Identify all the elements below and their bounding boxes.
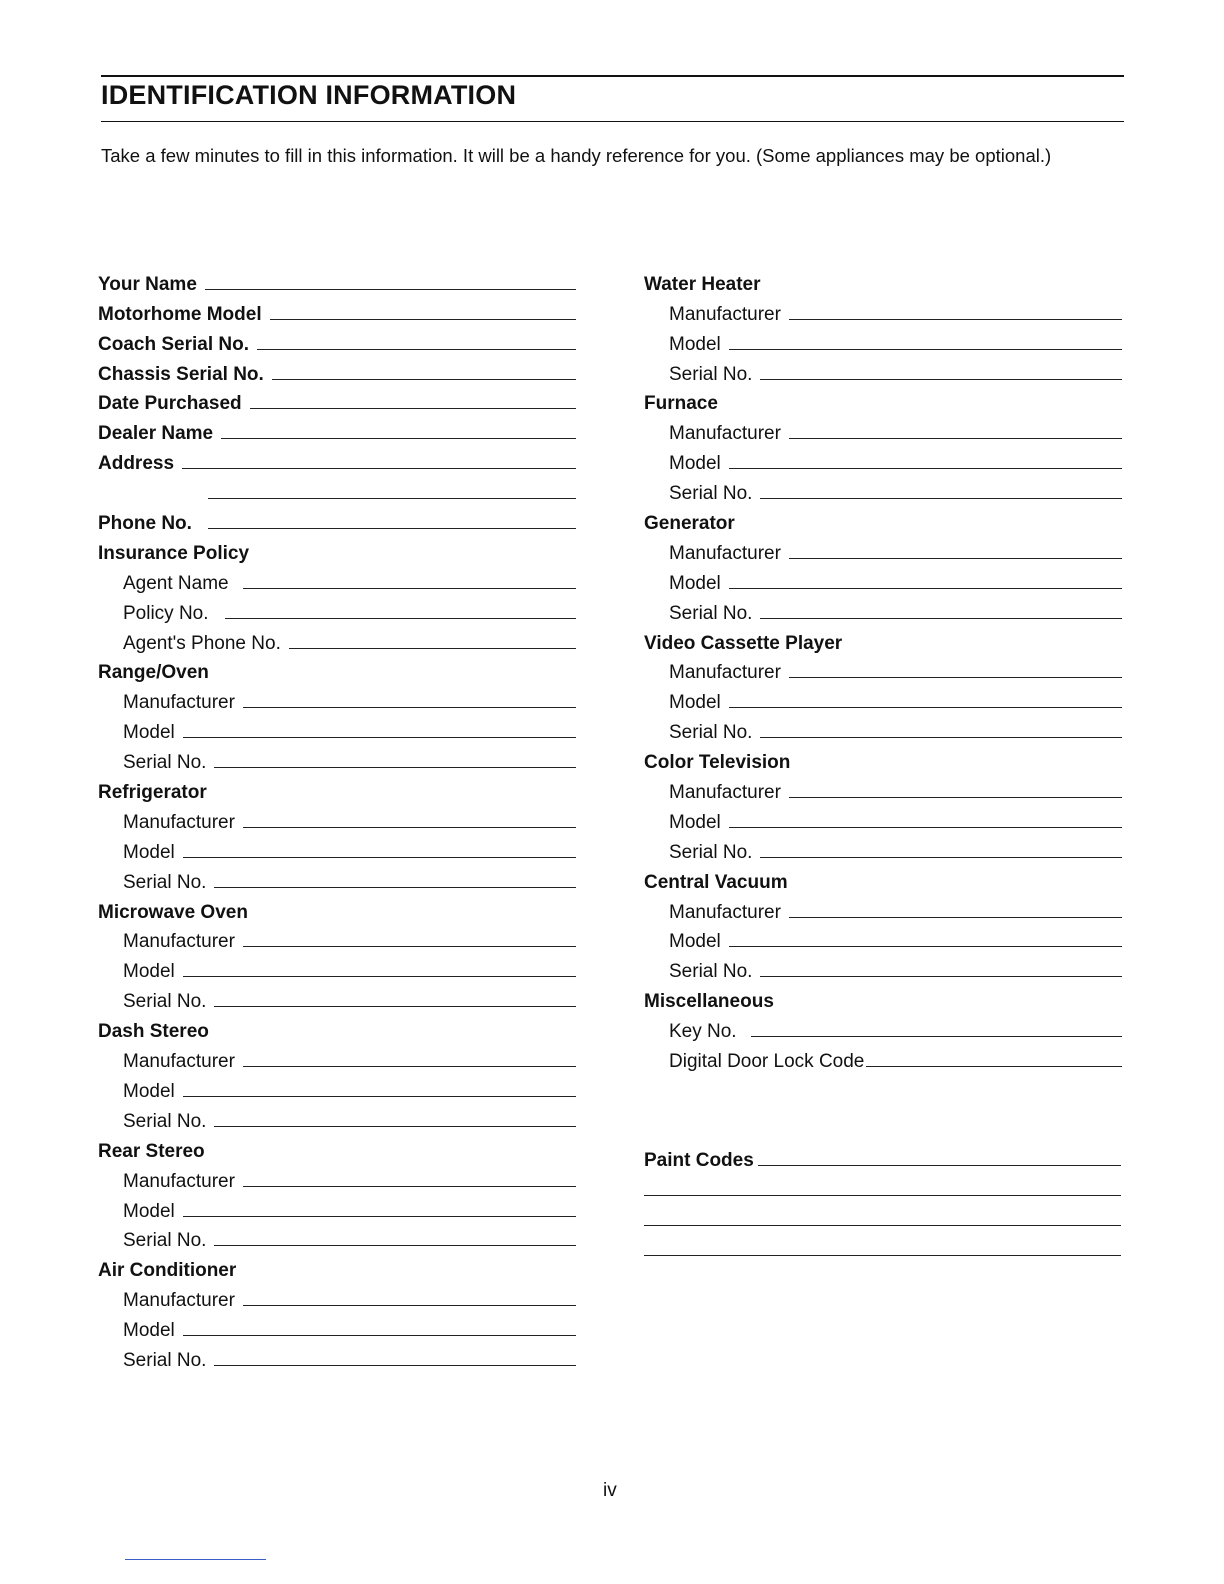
field-model[interactable]: Model	[644, 804, 1122, 834]
field-serial[interactable]: Serial No.	[644, 356, 1122, 386]
field-key-no[interactable]: Key No.	[644, 1013, 1122, 1043]
field-chassis-serial[interactable]: Chassis Serial No.	[98, 356, 576, 386]
field-serial[interactable]: Serial No.	[98, 1342, 576, 1372]
field-manufacturer[interactable]: Manufacturer	[644, 535, 1122, 565]
field-agent-name[interactable]: Agent Name	[98, 565, 576, 595]
field-model[interactable]: Model	[98, 953, 576, 983]
intro-text: Take a few minutes to fill in this information. It will be a handy reference for you. (Some appliances may be optional.)	[101, 145, 1052, 166]
page-number: iv	[603, 1480, 617, 1501]
section-furnace: Furnace	[644, 393, 718, 415]
section-video-cassette-player: Video Cassette Player	[644, 632, 843, 654]
paint-codes-line[interactable]	[644, 1172, 1121, 1202]
field-serial[interactable]: Serial No.	[644, 953, 1122, 983]
field-manufacturer[interactable]: Manufacturer	[98, 1043, 576, 1073]
field-serial[interactable]: Serial No.	[98, 1223, 576, 1253]
top-rule	[101, 75, 1124, 77]
paint-codes-line[interactable]	[644, 1232, 1121, 1262]
your-name-line[interactable]	[205, 289, 576, 290]
field-agent-phone[interactable]: Agent's Phone No.	[98, 625, 576, 655]
section-dash-stereo: Dash Stereo	[98, 1021, 209, 1043]
field-manufacturer[interactable]: Manufacturer	[644, 655, 1122, 685]
right-column	[644, 266, 1122, 1073]
field-model[interactable]: Model	[644, 924, 1122, 954]
field-model[interactable]: Model	[644, 565, 1122, 595]
field-model[interactable]: Model	[98, 1312, 576, 1342]
field-manufacturer[interactable]: Manufacturer	[98, 924, 576, 954]
field-model[interactable]: Model	[98, 1073, 576, 1103]
field-serial[interactable]: Serial No.	[98, 1103, 576, 1133]
field-serial[interactable]: Serial No.	[644, 595, 1122, 625]
field-paint-codes[interactable]: Paint Codes	[644, 1142, 1121, 1172]
field-manufacturer[interactable]: Manufacturer	[98, 1282, 576, 1312]
field-serial[interactable]: Serial No.	[644, 834, 1122, 864]
section-microwave: Microwave Oven	[98, 901, 248, 923]
field-motorhome-model[interactable]: Motorhome Model	[98, 296, 576, 326]
field-your-name[interactable]: Your Name	[98, 266, 576, 296]
section-rear-stereo: Rear Stereo	[98, 1140, 205, 1162]
paint-codes-block	[644, 1142, 1121, 1262]
paint-codes-line[interactable]	[644, 1202, 1121, 1232]
field-manufacturer[interactable]: Manufacturer	[644, 415, 1122, 445]
page-title: IDENTIFICATION INFORMATION	[101, 80, 517, 110]
field-model[interactable]: Model	[98, 1193, 576, 1223]
field-manufacturer[interactable]: Manufacturer	[644, 894, 1122, 924]
field-manufacturer[interactable]: Manufacturer	[98, 804, 576, 834]
footer-rule	[125, 1559, 266, 1560]
field-policy-no[interactable]: Policy No.	[98, 595, 576, 625]
section-color-television: Color Television	[644, 752, 791, 774]
field-date-purchased[interactable]: Date Purchased	[98, 386, 576, 416]
section-air-conditioner: Air Conditioner	[98, 1260, 237, 1282]
left-column	[98, 266, 576, 1372]
field-manufacturer[interactable]: Manufacturer	[98, 1163, 576, 1193]
section-generator: Generator	[644, 513, 735, 535]
field-manufacturer[interactable]: Manufacturer	[644, 774, 1122, 804]
field-model[interactable]: Model	[98, 834, 576, 864]
field-address[interactable]: Address	[98, 445, 576, 475]
section-miscellaneous: Miscellaneous	[644, 991, 774, 1013]
section-range-oven: Range/Oven	[98, 662, 209, 684]
field-serial[interactable]: Serial No.	[98, 864, 576, 894]
field-serial[interactable]: Serial No.	[98, 983, 576, 1013]
field-serial[interactable]: Serial No.	[644, 714, 1122, 744]
section-refrigerator: Refrigerator	[98, 782, 207, 804]
field-dealer-name[interactable]: Dealer Name	[98, 415, 576, 445]
field-serial[interactable]: Serial No.	[98, 744, 576, 774]
field-address-line-2[interactable]	[98, 475, 576, 505]
field-model[interactable]: Model	[644, 684, 1122, 714]
field-phone[interactable]: Phone No.	[98, 505, 576, 535]
field-manufacturer[interactable]: Manufacturer	[644, 296, 1122, 326]
field-model[interactable]: Model	[644, 445, 1122, 475]
title-underline	[101, 121, 1124, 122]
field-serial[interactable]: Serial No.	[644, 475, 1122, 505]
field-door-lock-code[interactable]: Digital Door Lock Code	[644, 1043, 1122, 1073]
field-coach-serial[interactable]: Coach Serial No.	[98, 326, 576, 356]
section-central-vacuum: Central Vacuum	[644, 871, 788, 893]
section-water-heater: Water Heater	[644, 273, 761, 295]
section-insurance: Insurance Policy	[98, 542, 250, 564]
field-manufacturer[interactable]: Manufacturer	[98, 684, 576, 714]
field-model[interactable]: Model	[98, 714, 576, 744]
field-model[interactable]: Model	[644, 326, 1122, 356]
